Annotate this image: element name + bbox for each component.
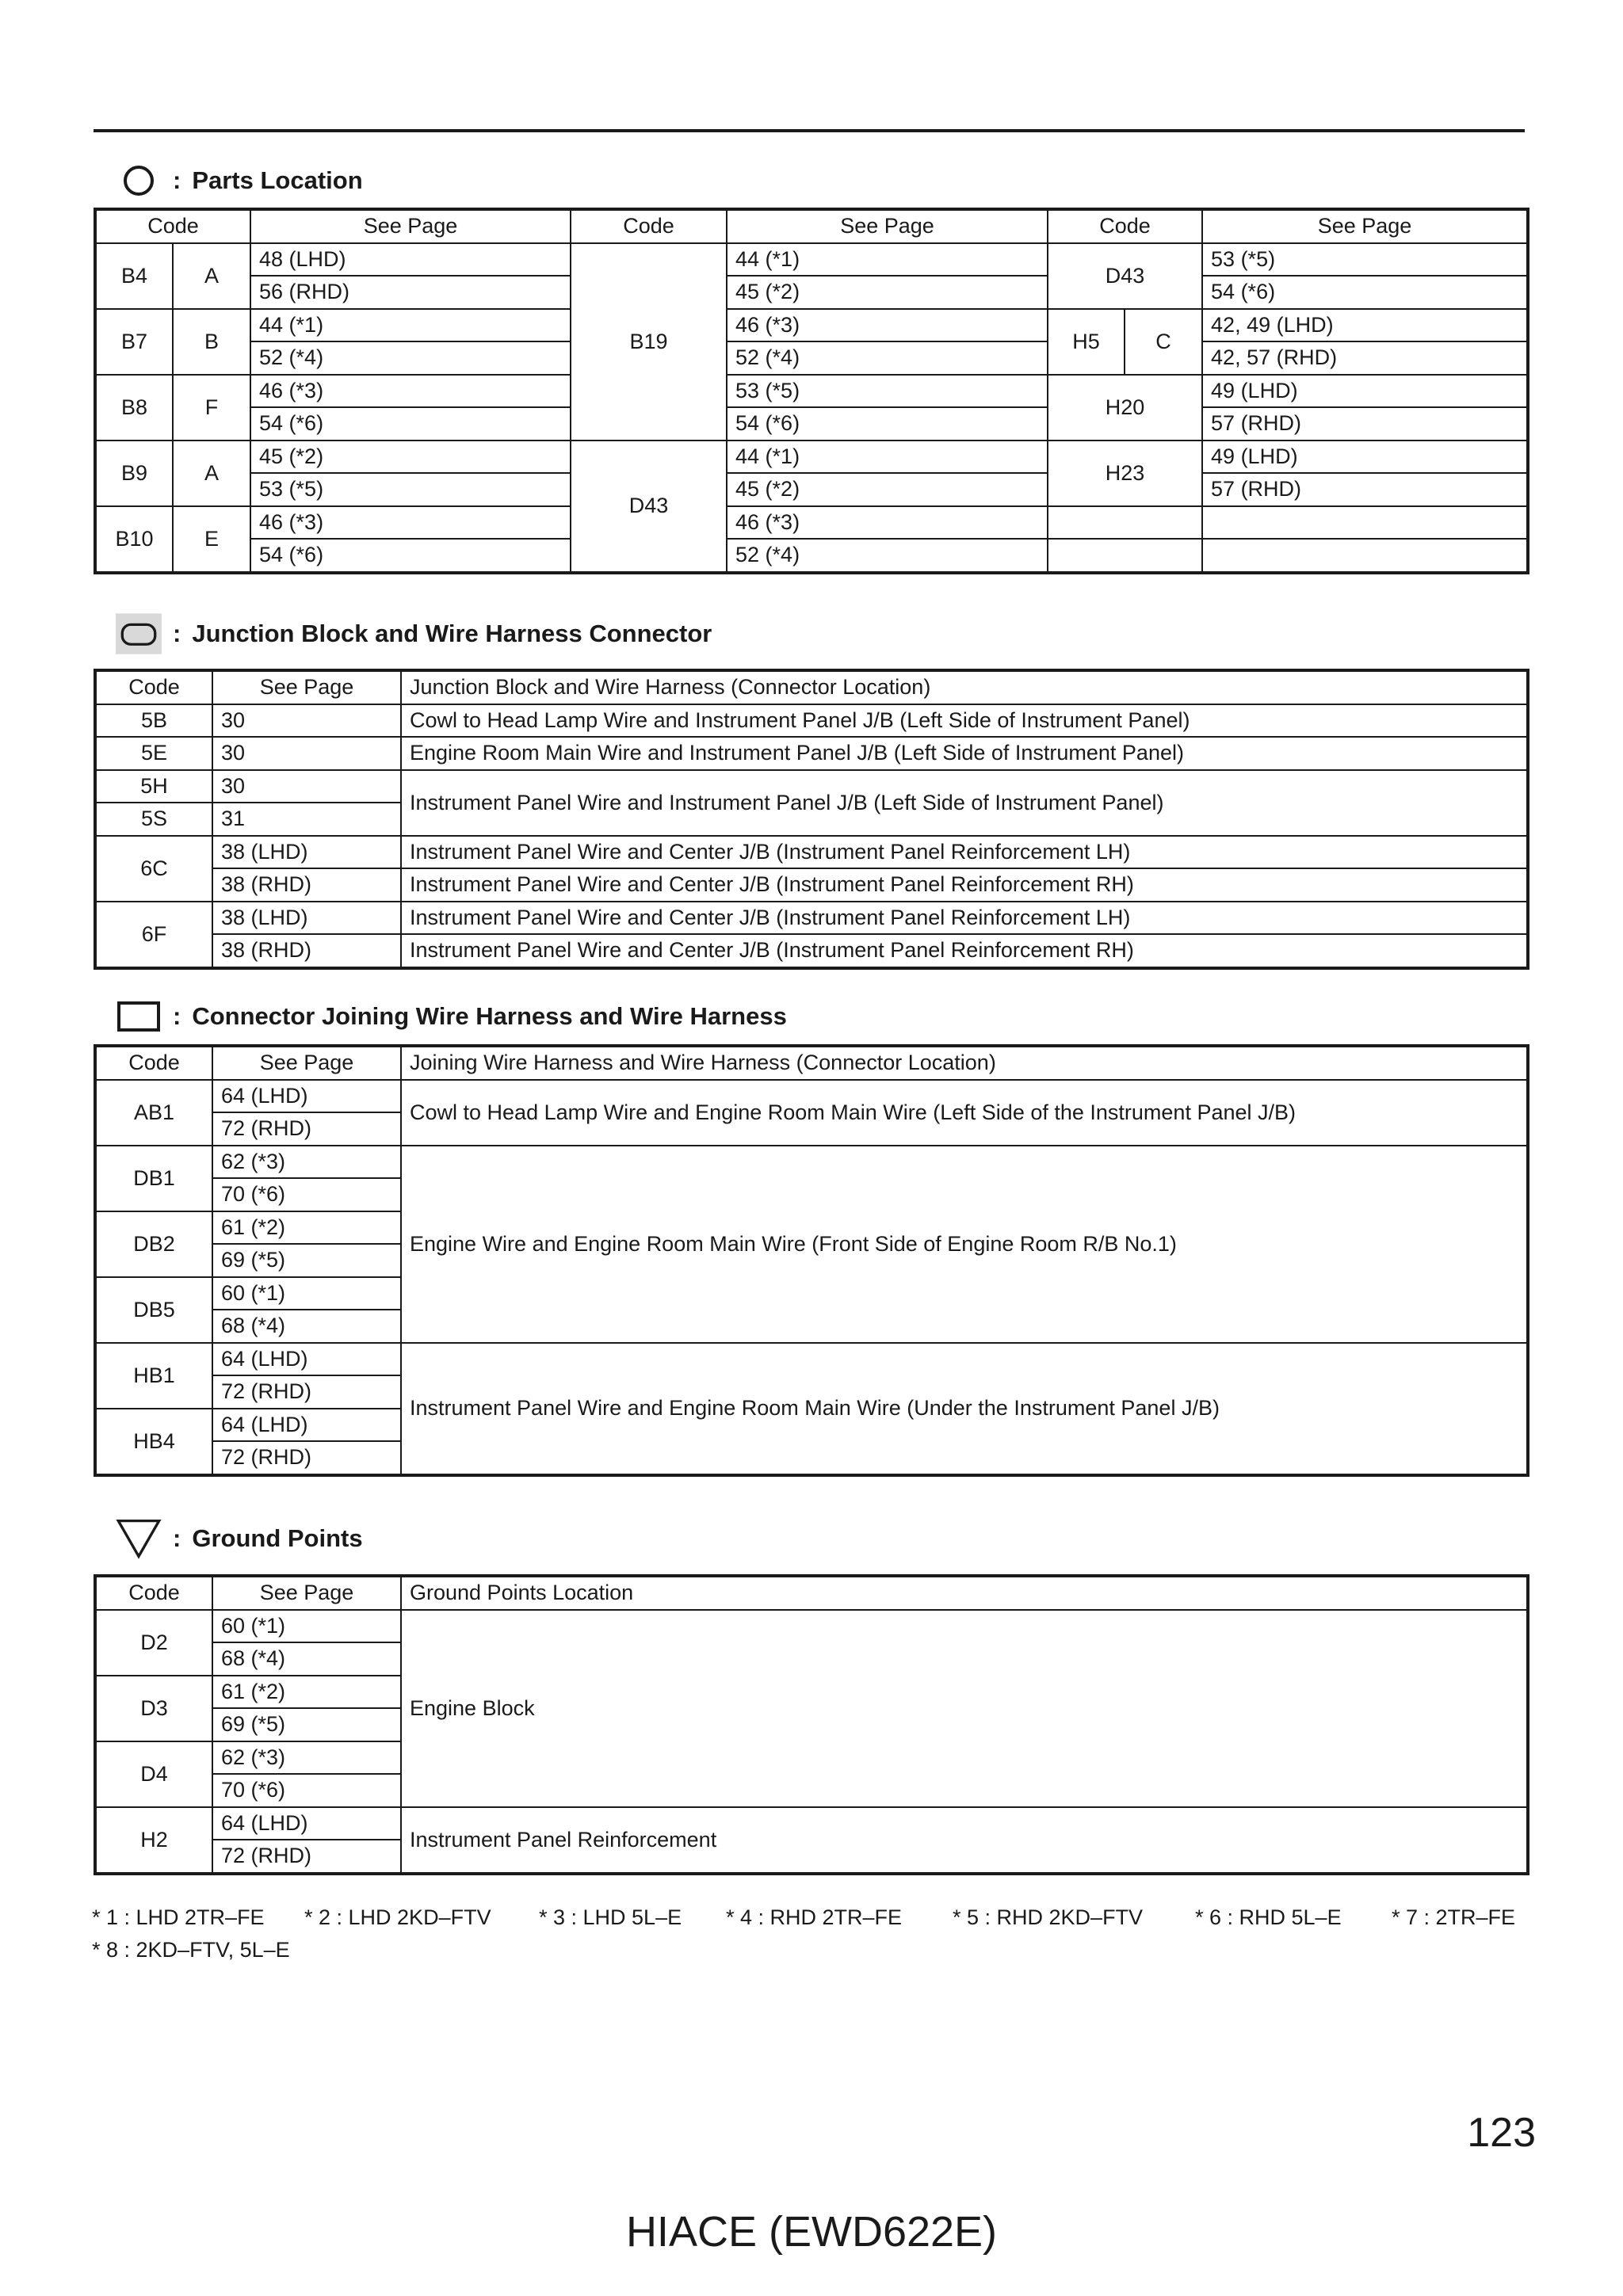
- parts-location-heading: [116, 158, 363, 203]
- code-cell: H20: [1048, 375, 1202, 441]
- header-location: Ground Points Location: [401, 1576, 1528, 1610]
- empty-cell: [1048, 506, 1202, 540]
- page-cell: 57 (RHD): [1202, 473, 1528, 506]
- page-cell: 45 (*2): [727, 276, 1048, 309]
- page-cell: 61 (*2): [212, 1211, 401, 1245]
- page-cell: 44 (*1): [727, 441, 1048, 474]
- code-cell: 6F: [95, 902, 212, 968]
- page-cell: 52 (*4): [250, 341, 571, 375]
- code-cell: B7: [95, 309, 173, 375]
- page-cell: 46 (*3): [727, 309, 1048, 342]
- header-code: Code: [1048, 209, 1202, 243]
- page-cell: 54 (*6): [1202, 276, 1528, 309]
- location-cell: Engine Wire and Engine Room Main Wire (Front Side of Engine Room R/B No.1): [401, 1146, 1528, 1343]
- header-location: Joining Wire Harness and Wire Harness (Connector Location): [401, 1046, 1528, 1080]
- code-cell: 5E: [95, 737, 212, 770]
- section-title: Connector Joining Wire Harness and Wire Harness: [192, 1002, 787, 1030]
- location-cell: Instrument Panel Wire and Center J/B (Instrument Panel Reinforcement LH): [401, 902, 1528, 935]
- parts-location-table: [94, 208, 1529, 574]
- header-see-page: See Page: [1202, 209, 1528, 243]
- code-cell: 5S: [95, 803, 212, 836]
- footnote: * 2 : LHD 2KD–FTV: [304, 1905, 491, 1929]
- page-cell: 69 (*5): [212, 1244, 401, 1277]
- code-cell: 6C: [95, 836, 212, 902]
- page-cell: 44 (*1): [727, 243, 1048, 277]
- header-code: Code: [95, 209, 250, 243]
- sub-code-cell: E: [173, 506, 250, 573]
- code-cell: DB1: [95, 1146, 212, 1211]
- page-cell: 52 (*4): [727, 341, 1048, 375]
- page-cell: 30: [212, 770, 401, 803]
- header-code: Code: [571, 209, 727, 243]
- section-title: Junction Block and Wire Harness Connector: [192, 620, 712, 647]
- page-cell: 46 (*3): [727, 506, 1048, 540]
- page-cell: 46 (*3): [250, 375, 571, 408]
- page-cell: 72 (RHD): [212, 1840, 401, 1874]
- footer-title: HIACE (EWD622E): [625, 2208, 998, 2256]
- page-cell: 45 (*2): [250, 441, 571, 474]
- footnote-line: [92, 1934, 1515, 1966]
- code-cell: B10: [95, 506, 173, 573]
- empty-cell: [1202, 539, 1528, 573]
- heading-colon: :: [173, 1002, 181, 1030]
- code-cell: H23: [1048, 441, 1202, 506]
- connector-joining-heading: [116, 994, 787, 1039]
- code-cell: B9: [95, 441, 173, 506]
- sub-code-cell: B: [173, 309, 250, 375]
- page-cell: 52 (*4): [727, 539, 1048, 573]
- page-cell: 49 (LHD): [1202, 441, 1528, 474]
- header-see-page: See Page: [250, 209, 571, 243]
- section-title: Parts Location: [192, 166, 363, 194]
- page-cell: 42, 49 (LHD): [1202, 309, 1528, 342]
- footnote: * 8 : 2KD–FTV, 5L–E: [92, 1938, 290, 1962]
- location-cell: Cowl to Head Lamp Wire and Engine Room Main Wire (Left Side of the Instrument Panel J/B): [401, 1080, 1528, 1146]
- page-cell: 62 (*3): [212, 1741, 401, 1775]
- page-cell: 53 (*5): [727, 375, 1048, 408]
- page-cell: 38 (LHD): [212, 836, 401, 869]
- page-number: 123: [1467, 2110, 1536, 2156]
- page-cell: 54 (*6): [250, 407, 571, 441]
- page-cell: 62 (*3): [212, 1146, 401, 1179]
- code-cell: D43: [571, 441, 727, 573]
- header-see-page: See Page: [212, 1576, 401, 1610]
- page-cell: 72 (RHD): [212, 1375, 401, 1409]
- page-cell: 60 (*1): [212, 1277, 401, 1310]
- page-cell: 38 (LHD): [212, 902, 401, 935]
- page-cell: 53 (*5): [250, 473, 571, 506]
- page-cell: 57 (RHD): [1202, 407, 1528, 441]
- page-cell: 44 (*1): [250, 309, 571, 342]
- rounded-rect-icon: [116, 612, 162, 656]
- ground-points-table: [94, 1574, 1529, 1875]
- page-cell: 49 (LHD): [1202, 375, 1528, 408]
- location-cell: Engine Block: [401, 1610, 1528, 1807]
- footnote: * 6 : RHD 5L–E: [1195, 1905, 1342, 1929]
- header-see-page: See Page: [212, 1046, 401, 1080]
- page-cell: 53 (*5): [1202, 243, 1528, 277]
- page-cell: 46 (*3): [250, 506, 571, 540]
- sub-code-cell: A: [173, 441, 250, 506]
- code-cell: DB2: [95, 1211, 212, 1277]
- page-cell: 61 (*2): [212, 1676, 401, 1709]
- page-cell: 70 (*6): [212, 1774, 401, 1807]
- page-cell: 64 (LHD): [212, 1080, 401, 1113]
- code-cell: D43: [1048, 243, 1202, 309]
- circle-icon: [116, 158, 162, 203]
- junction-block-table: [94, 669, 1529, 970]
- footnote: * 7 : 2TR–FE: [1392, 1905, 1516, 1929]
- header-code: Code: [95, 1046, 212, 1080]
- header-see-page: See Page: [212, 670, 401, 704]
- page-cell: 69 (*5): [212, 1708, 401, 1741]
- page-cell: 42, 57 (RHD): [1202, 341, 1528, 375]
- location-cell: Engine Room Main Wire and Instrument Panel J/B (Left Side of Instrument Panel): [401, 737, 1528, 770]
- page-cell: 60 (*1): [212, 1610, 401, 1643]
- code-cell: AB1: [95, 1080, 212, 1146]
- code-cell: B4: [95, 243, 173, 309]
- code-cell: B8: [95, 375, 173, 441]
- code-cell: B19: [571, 243, 727, 441]
- location-cell: Instrument Panel Wire and Engine Room Main Wire (Under the Instrument Panel J/B): [401, 1343, 1528, 1475]
- sub-code-cell: A: [173, 243, 250, 309]
- page-cell: 64 (LHD): [212, 1343, 401, 1376]
- location-cell: Instrument Panel Wire and Center J/B (Instrument Panel Reinforcement RH): [401, 868, 1528, 902]
- page-cell: 45 (*2): [727, 473, 1048, 506]
- square-icon: [116, 994, 162, 1039]
- empty-cell: [1048, 539, 1202, 573]
- code-cell: H2: [95, 1807, 212, 1874]
- junction-block-heading: [116, 612, 712, 656]
- footnote: * 3 : LHD 5L–E: [539, 1905, 682, 1929]
- heading-colon: :: [173, 620, 181, 647]
- header-see-page: See Page: [727, 209, 1048, 243]
- page-cell: 72 (RHD): [212, 1112, 401, 1146]
- code-cell: D2: [95, 1610, 212, 1676]
- page-cell: 64 (LHD): [212, 1807, 401, 1840]
- footnote: * 1 : LHD 2TR–FE: [92, 1905, 265, 1929]
- page-cell: 70 (*6): [212, 1178, 401, 1211]
- footnote-line: [92, 1901, 1515, 1934]
- page-cell: 38 (RHD): [212, 934, 401, 968]
- code-cell: 5B: [95, 704, 212, 738]
- footnote: * 5 : RHD 2KD–FTV: [953, 1905, 1144, 1929]
- code-cell: HB4: [95, 1409, 212, 1475]
- ground-points-heading: [116, 1516, 363, 1561]
- page-cell: 68 (*4): [212, 1310, 401, 1343]
- empty-cell: [1202, 506, 1528, 540]
- sub-code-cell: C: [1125, 309, 1202, 375]
- page-cell: 31: [212, 803, 401, 836]
- page-cell: 64 (LHD): [212, 1409, 401, 1442]
- page-cell: 54 (*6): [727, 407, 1048, 441]
- page-cell: 68 (*4): [212, 1642, 401, 1676]
- code-cell: D3: [95, 1676, 212, 1741]
- heading-colon: :: [173, 1524, 181, 1552]
- page-cell: 48 (LHD): [250, 243, 571, 277]
- sub-code-cell: F: [173, 375, 250, 441]
- code-cell: HB1: [95, 1343, 212, 1409]
- footnote: * 4 : RHD 2TR–FE: [726, 1905, 903, 1929]
- location-cell: Instrument Panel Reinforcement: [401, 1807, 1528, 1874]
- header-location: Junction Block and Wire Harness (Connector Location): [401, 670, 1528, 704]
- page-cell: 38 (RHD): [212, 868, 401, 902]
- section-title: Ground Points: [192, 1524, 363, 1552]
- top-rule: [94, 129, 1525, 132]
- page-cell: 72 (RHD): [212, 1441, 401, 1475]
- code-cell: H5: [1048, 309, 1125, 375]
- page-cell: 30: [212, 737, 401, 770]
- heading-colon: :: [173, 166, 181, 194]
- header-code: Code: [95, 1576, 212, 1610]
- location-cell: Instrument Panel Wire and Center J/B (Instrument Panel Reinforcement LH): [401, 836, 1528, 869]
- header-code: Code: [95, 670, 212, 704]
- footnotes: [92, 1901, 1515, 1966]
- triangle-down-icon: [116, 1516, 162, 1561]
- code-cell: D4: [95, 1741, 212, 1807]
- location-cell: Instrument Panel Wire and Instrument Panel J/B (Left Side of Instrument Panel): [401, 770, 1528, 836]
- page-cell: 30: [212, 704, 401, 738]
- page-cell: 56 (RHD): [250, 276, 571, 309]
- location-cell: Instrument Panel Wire and Center J/B (Instrument Panel Reinforcement RH): [401, 934, 1528, 968]
- page-cell: 54 (*6): [250, 539, 571, 573]
- location-cell: Cowl to Head Lamp Wire and Instrument Panel J/B (Left Side of Instrument Panel): [401, 704, 1528, 738]
- code-cell: DB5: [95, 1277, 212, 1343]
- code-cell: 5H: [95, 770, 212, 803]
- connector-joining-table: [94, 1044, 1529, 1477]
